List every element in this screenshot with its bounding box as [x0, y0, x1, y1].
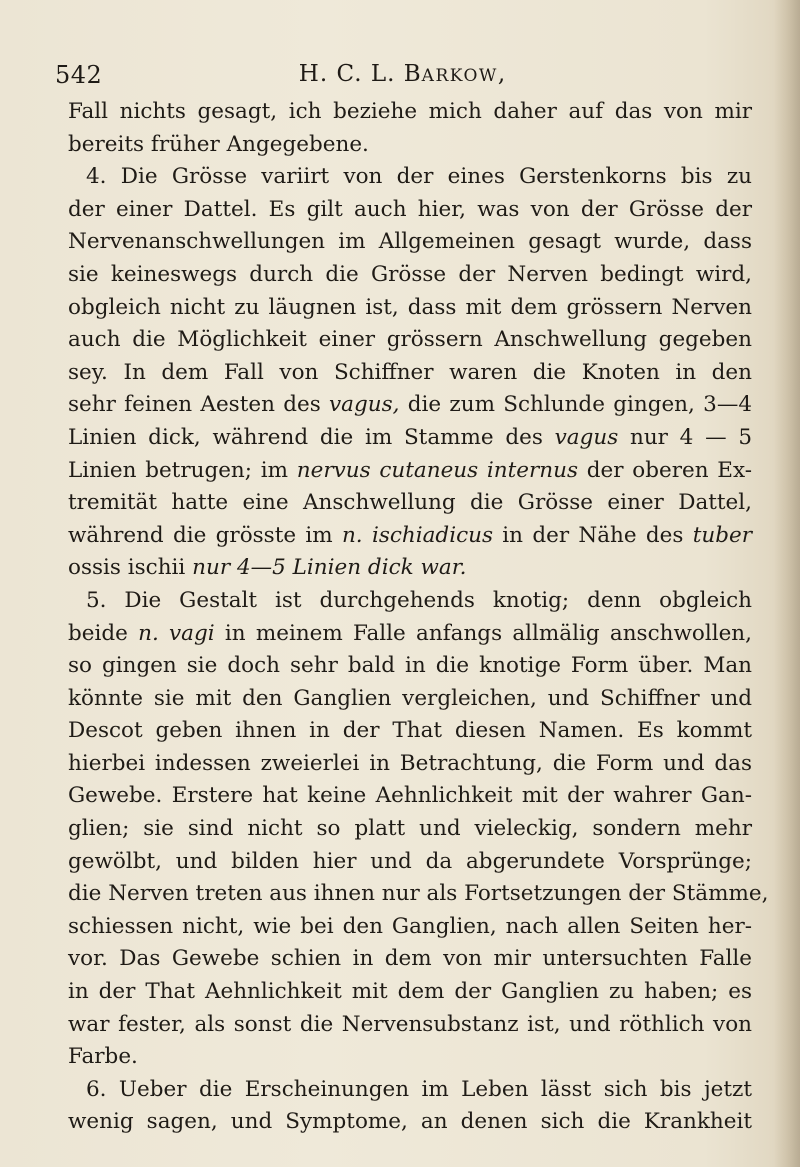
text-run: schiessen nicht, wie bei den Ganglien, nach allen Seiten her- [68, 913, 752, 939]
running-head-name-rest: ARKOW [421, 66, 498, 86]
text-line [68, 846, 752, 879]
text-run: während die grösste im [68, 522, 342, 548]
text-line [68, 650, 752, 683]
text-run: glien; sie sind nicht so platt und vieleckig, sondern mehr [68, 816, 752, 842]
text-run: hierbei indessen zweierlei in Betrachtung, die Form und das [68, 750, 752, 776]
text-line [68, 911, 752, 944]
text-run: nur 4 — 5 [618, 424, 752, 450]
text-line [68, 683, 752, 716]
text-run: in der Nähe des [493, 522, 693, 548]
page-edge-shadow [774, 0, 800, 1167]
text-line [68, 422, 752, 455]
text-run: könnte sie mit den Ganglien vergleichen, und Schiffner und [68, 685, 752, 711]
text-line [68, 715, 752, 748]
text-line [68, 96, 752, 129]
text-run: wenig sagen, und Symptome, an denen sich die Krankheit [68, 1109, 752, 1135]
italic-term: vagus, [329, 392, 400, 418]
italic-term: vagus [554, 424, 619, 450]
text-line [68, 618, 752, 651]
page-number: 542 [55, 61, 103, 89]
text-run: die Nerven treten aus ihnen nur als Fortsetzungen der Stämme, [68, 881, 769, 907]
text-line [68, 161, 752, 194]
running-head-initials: H. C. L. [298, 61, 404, 87]
text-run: vor. Das Gewebe schien in dem von mir untersuchten Falle [68, 946, 752, 972]
text-line [68, 552, 752, 585]
text-run: Nervenanschwellungen im Allgemeinen gesagt wurde, dass [68, 229, 752, 255]
running-head-name-initial: B [403, 61, 422, 87]
text-run: Linien dick, während die im Stamme des [68, 424, 555, 450]
text-run: der oberen Ex- [578, 457, 752, 483]
text-line [68, 226, 752, 259]
text-line [68, 878, 769, 911]
text-line [68, 976, 752, 1009]
text-run: 6. Ueber die Erscheinungen im Leben lässt sich bis jetzt [86, 1076, 752, 1102]
text-run: in meinem Falle anfangs allmälig anschwollen, [214, 620, 752, 646]
page-header [55, 55, 750, 95]
italic-term: n. vagi [138, 620, 215, 646]
text-run: die zum Schlunde gingen, 3—4 [399, 392, 752, 418]
text-run: sehr feinen Aesten des [68, 392, 330, 418]
text-run: Farbe. [68, 1044, 138, 1070]
text-run: gewölbt, und bilden hier und da abgerundete Vorsprünge; [68, 848, 752, 874]
text-line [68, 357, 752, 390]
text-run: Linien betrugen; im [68, 457, 297, 483]
text-run: war fester, als sonst die Nervensubstanz ist, und röthlich von [68, 1011, 752, 1037]
text-run: in der That Aehnlichkeit mit dem der Ganglien zu haben; es [68, 979, 752, 1005]
text-run: tremität hatte eine Anschwellung die Grösse einer Dattel, [68, 490, 752, 516]
italic-term: n. ischiadicus [341, 522, 493, 548]
running-head-punct: , [497, 61, 507, 87]
text-line [68, 780, 752, 813]
text-run: beide [68, 620, 139, 646]
text-run: obgleich nicht zu läugnen ist, dass mit dem grössern Nerven [68, 294, 752, 320]
text-line [68, 813, 752, 846]
text-line [68, 292, 752, 325]
text-line [68, 259, 752, 292]
text-line [68, 1009, 752, 1042]
text-line [68, 324, 752, 357]
text-run: ossis ischii [68, 555, 186, 581]
text-run: auch die Möglichkeit einer grössern Anschwellung gegeben [68, 327, 752, 353]
text-line [68, 1041, 752, 1074]
text-line [68, 389, 752, 422]
italic-term: nur 4—5 Linien dick war. [185, 555, 467, 581]
body-text [68, 96, 769, 1139]
text-run: 4. Die Grösse variirt von der eines Gerstenkorns bis zu [86, 164, 752, 190]
text-run: Gewebe. Erstere hat keine Aehnlichkeit mit der wahrer Gan- [68, 783, 752, 809]
text-line [68, 1074, 752, 1107]
text-line [68, 748, 752, 781]
text-run: so gingen sie doch sehr bald in die knotige Form über. Man [68, 653, 752, 679]
text-line [68, 129, 752, 162]
text-line [68, 520, 752, 553]
text-line [68, 585, 752, 618]
text-run: bereits früher Angegebene. [68, 131, 369, 157]
text-line [68, 455, 752, 488]
text-line [68, 487, 752, 520]
text-run: 5. Die Gestalt ist durchgehends knotig; denn obgleich [86, 587, 752, 613]
italic-term: tuber [692, 522, 752, 548]
text-line [68, 943, 752, 976]
italic-term: nervus cutaneus internus [296, 457, 579, 483]
text-run: sey. In dem Fall von Schiffner waren die Knoten in den [68, 359, 752, 385]
text-run: sie keineswegs durch die Grösse der Nerven bedingt wird, [68, 261, 752, 287]
text-run: der einer Dattel. Es gilt auch hier, was von der Grösse der [68, 196, 752, 222]
running-head [55, 61, 750, 87]
text-line [68, 1106, 752, 1139]
text-run: Fall nichts gesagt, ich beziehe mich daher auf das von mir [68, 99, 752, 124]
text-run: Descot geben ihnen in der That diesen Namen. Es kommt [68, 718, 752, 744]
text-line [68, 194, 752, 227]
